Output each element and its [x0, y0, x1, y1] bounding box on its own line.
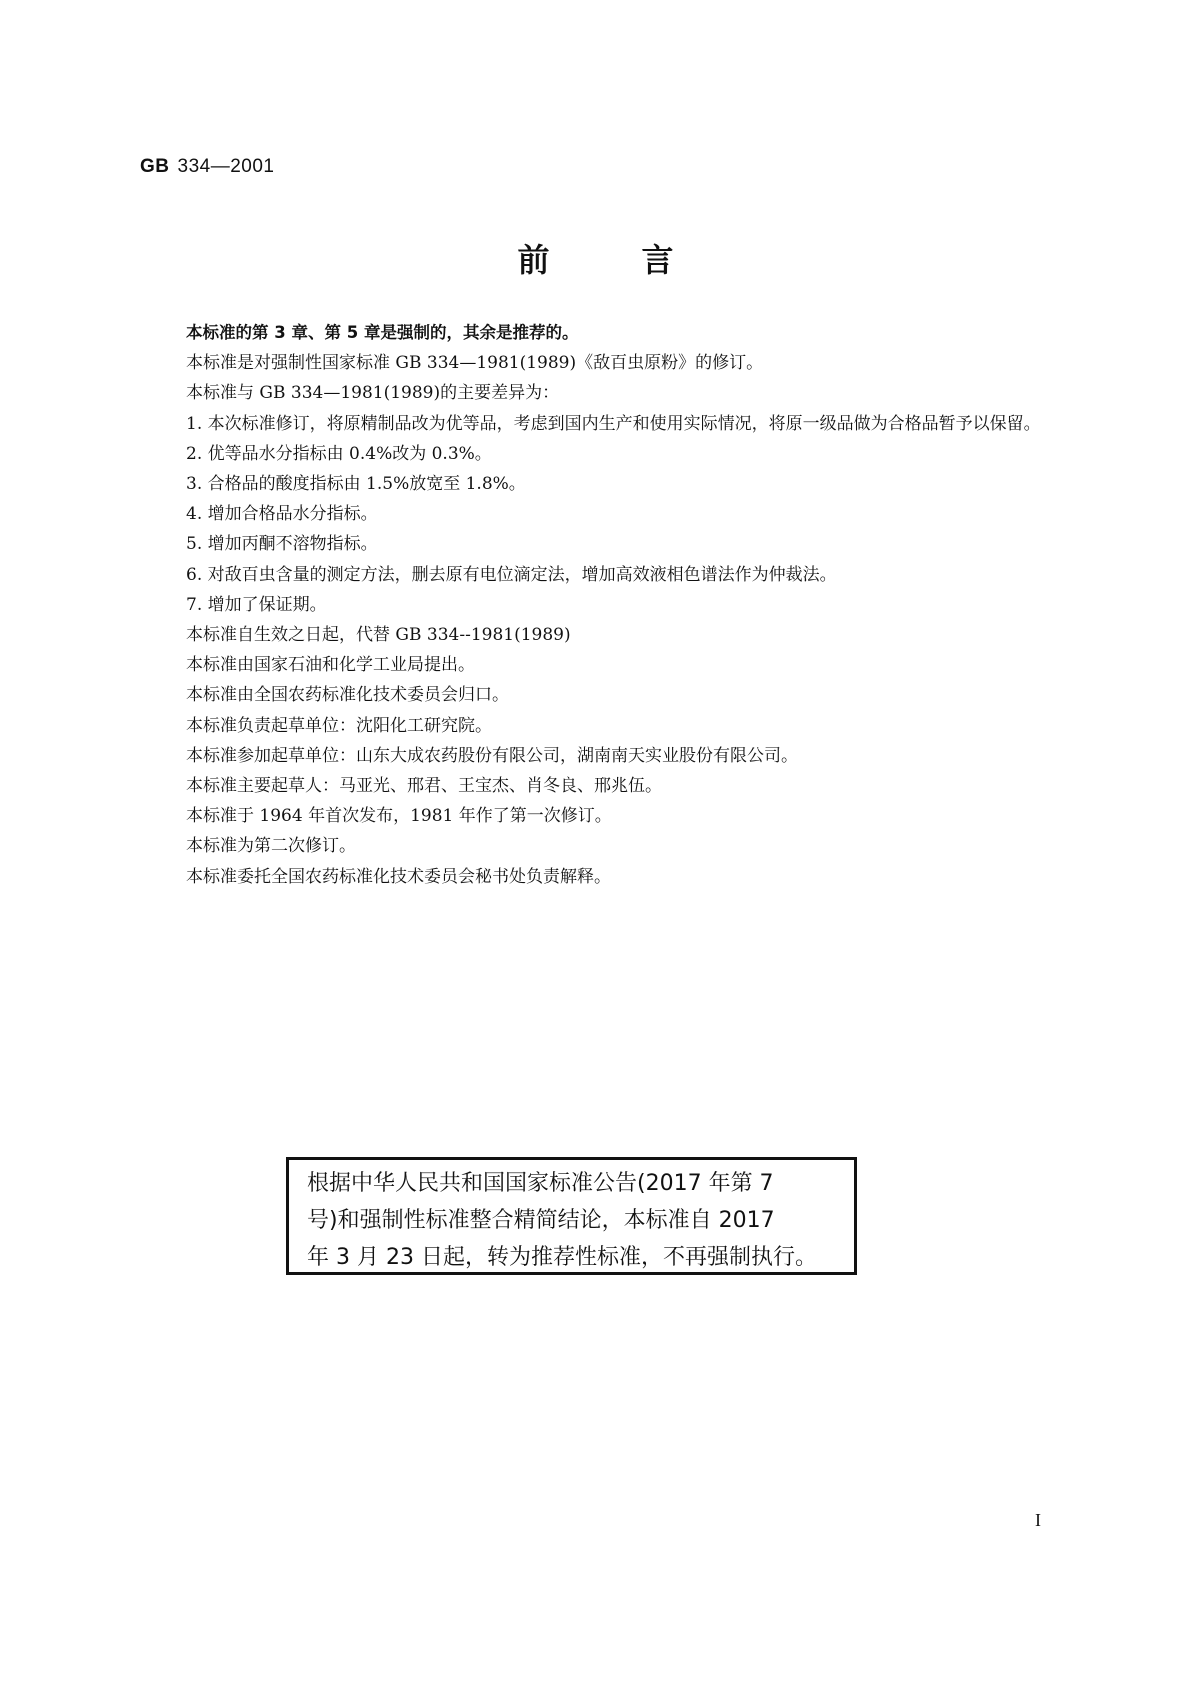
list-item: 5. 增加丙酮不溶物指标。	[186, 534, 378, 555]
paragraph: 本标准与 GB 334—1981(1989)的主要差异为：	[186, 383, 560, 404]
paragraph: 本标准负责起草单位：沈阳化工研究院。	[186, 715, 492, 736]
standard-prefix: GB	[140, 156, 170, 177]
standard-number: 334—2001	[177, 156, 275, 177]
paragraph: 本标准委托全国农药标准化技术委员会秘书处负责解释。	[186, 866, 611, 887]
document-code	[140, 156, 274, 178]
paragraph: 本标准由全国农药标准化技术委员会归口。	[186, 685, 509, 706]
paragraph: 本标准由国家石油和化学工业局提出。	[186, 655, 475, 676]
list-item: 4. 增加合格品水分指标。	[186, 504, 378, 525]
paragraph: 本标准主要起草人：马亚光、邢君、王宝杰、肖冬良、邢兆伍。	[186, 776, 662, 797]
notice-line: 年 3 月 23 日起，转为推荐性标准，不再强制执行。	[307, 1245, 817, 1270]
paragraph: 本标准于 1964 年首次发布，1981 年作了第一次修订。	[186, 806, 612, 827]
page-number: I	[1035, 1510, 1041, 1530]
page-title: 前言	[517, 241, 766, 279]
list-item: 7. 增加了保证期。	[186, 594, 327, 615]
paragraph: 本标准自生效之日起，代替 GB 334--1981(1989)	[186, 625, 571, 646]
list-item: 1. 本次标准修订，将原精制品改为优等品，考虑到国内生产和使用实际情况，将原一级品做为合格品暂予以保留。	[186, 413, 1041, 434]
list-item: 6. 对敌百虫含量的测定方法，删去原有电位滴定法，增加高效液相色谱法作为仲裁法。	[186, 564, 837, 585]
foreword-body	[140, 318, 1070, 892]
paragraph: 本标准为第二次修订。	[186, 836, 356, 857]
paragraph: 本标准参加起草单位：山东大成农药股份有限公司，湖南南天实业股份有限公司。	[186, 745, 798, 766]
notice-line: 根据中华人民共和国国家标准公告(2017 年第 7	[307, 1171, 774, 1196]
notice-box	[286, 1157, 857, 1275]
notice-line: 号)和强制性标准整合精简结论，本标准自 2017	[307, 1208, 775, 1233]
list-item: 3. 合格品的酸度指标由 1.5%放宽至 1.8%。	[186, 474, 526, 495]
paragraph: 本标准是对强制性国家标准 GB 334—1981(1989)《敌百虫原粉》的修订。	[186, 353, 764, 374]
list-item: 2. 优等品水分指标由 0.4%改为 0.3%。	[186, 443, 492, 464]
paragraph: 本标准的第 3 章、第 5 章是强制的，其余是推荐的。	[186, 323, 579, 342]
